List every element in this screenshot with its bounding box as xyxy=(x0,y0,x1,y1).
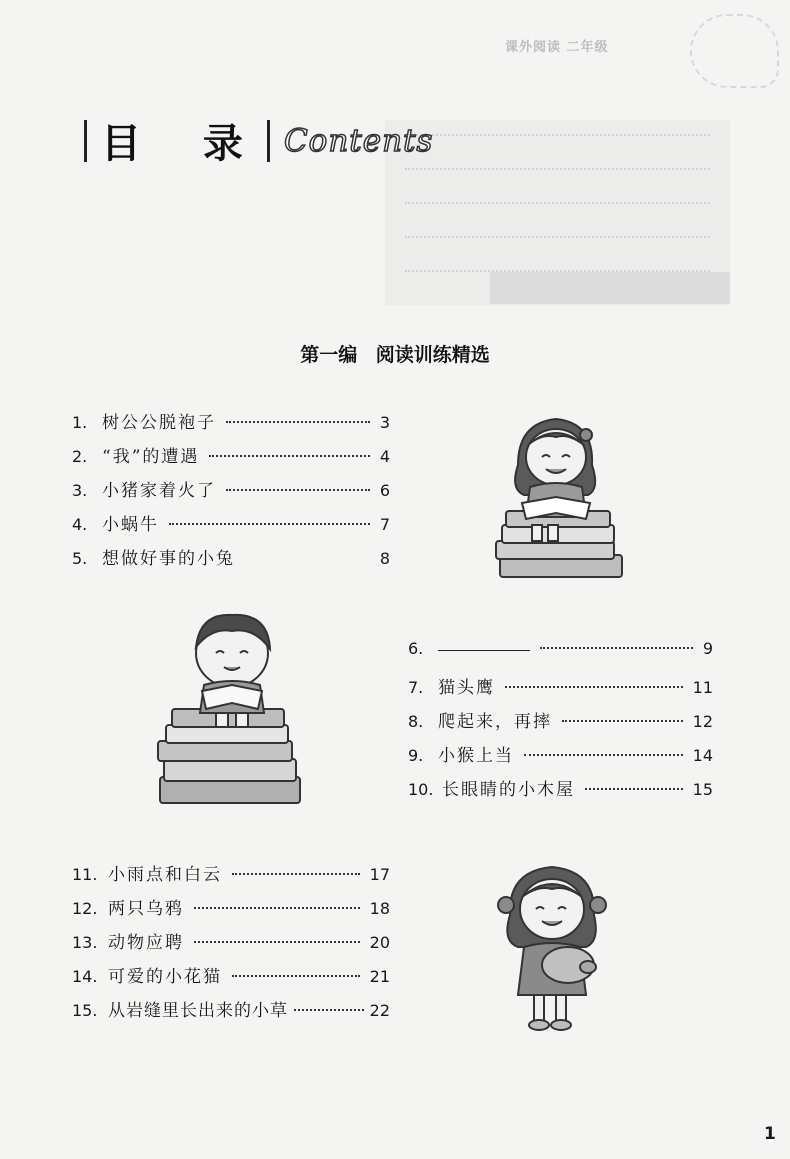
toc-group-2 xyxy=(408,639,713,809)
entry-page: 11 xyxy=(692,678,713,697)
entry-number: 12. xyxy=(72,899,98,918)
toc-entry[interactable] xyxy=(72,928,390,962)
leader-dots xyxy=(232,873,360,875)
entry-page: 21 xyxy=(369,967,390,986)
entry-title: 小蜗牛 xyxy=(102,515,159,535)
toc-entry[interactable] xyxy=(72,442,390,476)
entry-title: 两只乌鸦 xyxy=(108,899,184,919)
toc-entry[interactable] xyxy=(408,673,713,707)
entry-page: 12 xyxy=(692,712,713,731)
entry-page: 17 xyxy=(369,865,390,884)
entry-page: 22 xyxy=(369,1001,390,1020)
entry-title: 动物应聘 xyxy=(108,933,184,953)
entry-number: 13. xyxy=(72,933,98,952)
page-number: 1 xyxy=(764,1124,776,1144)
bleed-through-band xyxy=(490,272,730,304)
leader-dots xyxy=(209,455,369,457)
leader-dots xyxy=(194,907,360,909)
leader-dots xyxy=(585,788,683,790)
entry-number: 2. xyxy=(72,447,88,466)
entry-number: 9. xyxy=(408,746,424,765)
toc-entry[interactable] xyxy=(72,996,390,1030)
entry-title: 可爱的小花猫 xyxy=(108,967,222,987)
entry-page: 7 xyxy=(379,515,390,534)
toc-entry[interactable] xyxy=(408,707,713,741)
boy-reading-icon xyxy=(150,605,310,815)
entry-title: 长眼睛的小木屋 xyxy=(442,780,575,800)
entry-page: 15 xyxy=(692,780,713,799)
title-chinese: 目 录 xyxy=(101,121,267,167)
entry-number: 6. xyxy=(408,639,424,658)
toc-entry[interactable] xyxy=(72,544,390,578)
entry-title: 从岩缝里长出来的小草 xyxy=(108,1001,288,1021)
fill-in-blank[interactable] xyxy=(438,650,530,651)
title-bar-right xyxy=(267,120,270,162)
entry-number: 11. xyxy=(72,865,98,884)
title-english: Contents xyxy=(283,122,434,159)
entry-page: 9 xyxy=(702,639,713,658)
girl-piggy-bank-icon xyxy=(488,855,618,1040)
entry-page: 3 xyxy=(379,413,390,432)
leader-dots xyxy=(194,941,360,943)
entry-number: 1. xyxy=(72,413,88,432)
toc-group-3 xyxy=(72,860,390,1030)
toc-entry[interactable] xyxy=(72,476,390,510)
entry-number: 3. xyxy=(72,481,88,500)
toc-entry[interactable] xyxy=(408,775,713,809)
leader-dots xyxy=(540,647,693,649)
leader-dots xyxy=(294,1009,364,1011)
entry-title: “我”的遭遇 xyxy=(102,447,200,467)
entry-page: 14 xyxy=(692,746,713,765)
entry-page: 8 xyxy=(379,549,390,568)
leader-dots xyxy=(232,975,360,977)
entry-number: 5. xyxy=(72,549,88,568)
entry-title: 小猴上当 xyxy=(438,746,514,766)
leader-dots xyxy=(226,489,370,491)
corner-decoration xyxy=(690,14,779,88)
entry-title: 想做好事的小兔 xyxy=(102,549,235,569)
entry-page: 6 xyxy=(379,481,390,500)
title-bar-left xyxy=(84,120,87,162)
leader-dots xyxy=(169,523,370,525)
entry-number: 15. xyxy=(72,1001,98,1020)
entry-page: 18 xyxy=(369,899,390,918)
entry-title: 小雨点和白云 xyxy=(108,865,222,885)
toc-entry[interactable] xyxy=(408,741,713,775)
entry-title: 猫头鹰 xyxy=(438,678,495,698)
entry-number: 10. xyxy=(408,780,434,799)
toc-entry[interactable] xyxy=(72,894,390,928)
girl-reading-icon xyxy=(488,405,638,587)
entry-title: 小猪家着火了 xyxy=(102,481,216,501)
contents-title xyxy=(70,112,433,169)
entry-number: 14. xyxy=(72,967,98,986)
leader-dots xyxy=(524,754,683,756)
toc-group-1 xyxy=(72,408,390,578)
entry-number: 7. xyxy=(408,678,424,697)
toc-entry[interactable] xyxy=(72,962,390,996)
leader-dots xyxy=(226,421,370,423)
entry-number: 8. xyxy=(408,712,424,731)
toc-entry[interactable] xyxy=(72,408,390,442)
toc-entry[interactable] xyxy=(408,639,713,673)
entry-page: 4 xyxy=(379,447,390,466)
leader-dots xyxy=(562,720,683,722)
section-title: 第一编 阅读训练精选 xyxy=(300,344,490,366)
leader-dots xyxy=(505,686,683,688)
entry-title: 树公公脱袍子 xyxy=(102,413,216,433)
entry-title: 爬起来，再摔 xyxy=(438,712,552,732)
header-faint-text: 课外阅读 二年级 xyxy=(505,40,609,55)
toc-entry[interactable] xyxy=(72,510,390,544)
entry-page: 20 xyxy=(369,933,390,952)
toc-entry[interactable] xyxy=(72,860,390,894)
entry-number: 4. xyxy=(72,515,88,534)
